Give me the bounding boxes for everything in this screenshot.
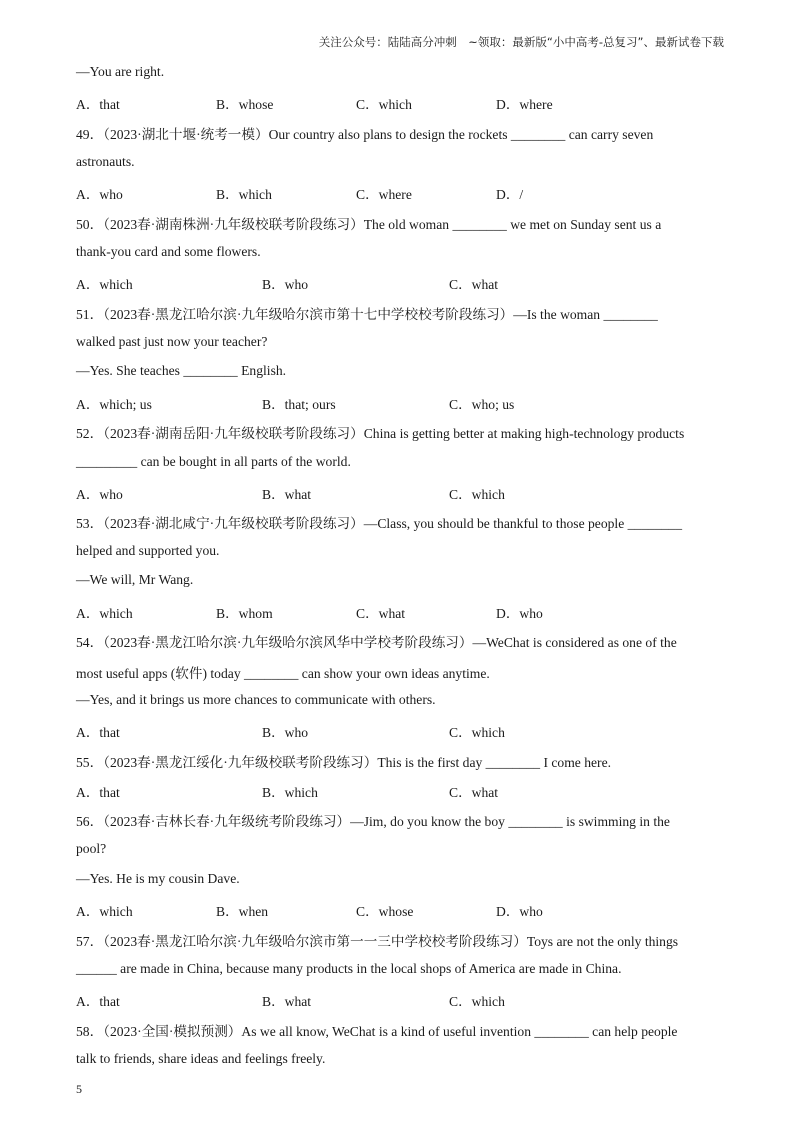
option-a: A．that <box>76 785 120 800</box>
option-c: C．which <box>356 97 412 112</box>
question-text: astronauts. <box>76 154 135 169</box>
page-header: 关注公众号：陆陆高分冲刺 ~领取：最新版“小中高考-总复习”、最新试卷下载 <box>318 35 724 49</box>
option-d: D．/ <box>496 187 524 202</box>
option-d: D．where <box>496 97 553 112</box>
dialog-line: —You are right. <box>76 64 165 79</box>
question-text: 57．（2023春·黑龙江哈尔滨·九年级哈尔滨市第一一三中学校校考阶段练习）Toys are not the only things <box>76 934 679 949</box>
option-c: C．which <box>449 487 505 502</box>
option-c: C．whose <box>356 904 414 919</box>
option-b: B．when <box>216 904 269 919</box>
option-b: B．which <box>216 187 272 202</box>
option-c: C．which <box>449 725 505 740</box>
option-b: B．whom <box>216 606 273 621</box>
option-b: B．who <box>262 725 309 740</box>
question-text: 55．（2023春·黑龙江绥化·九年级校联考阶段练习）This is the first day ________ I come here. <box>76 755 611 770</box>
question-text: 53．（2023春·湖北咸宁·九年级校联考阶段练习）—Class, you should be thankful to those people ________ <box>76 516 683 531</box>
option-c: C．what <box>449 277 499 292</box>
question-text: 56．（2023春·吉林长春·九年级统考阶段练习）—Jim, do you know the boy ________ is swimming in the <box>76 814 670 829</box>
option-c: C．who; us <box>449 397 515 412</box>
option-a: A．that <box>76 994 120 1009</box>
question-text: helped and supported you. <box>76 543 220 558</box>
option-b: B．what <box>262 487 312 502</box>
option-a: A．which; us <box>76 397 152 412</box>
option-a: A．that <box>76 725 120 740</box>
question-text: most useful apps (软件) today ________ can show your own ideas anytime. <box>76 666 490 681</box>
question-text: thank-you card and some flowers. <box>76 244 261 259</box>
option-a: A．that <box>76 97 120 112</box>
option-d: D．who <box>496 904 543 919</box>
option-b: B．whose <box>216 97 274 112</box>
question-text: 50．（2023春·湖南株洲·九年级校联考阶段练习）The old woman ________ we met on Sunday sent us a <box>76 217 662 232</box>
option-b: B．who <box>262 277 309 292</box>
option-c: C．which <box>449 994 505 1009</box>
question-text: —Yes, and it brings us more chances to communicate with others. <box>76 692 436 707</box>
option-a: A．who <box>76 487 123 502</box>
question-text: —Yes. She teaches ________ English. <box>76 363 287 378</box>
question-text: 51．（2023春·黑龙江哈尔滨·九年级哈尔滨市第十七中学校校考阶段练习）—Is the woman ________ <box>76 307 658 322</box>
option-c: C．what <box>449 785 499 800</box>
question-text: —Yes. He is my cousin Dave. <box>76 871 240 886</box>
option-b: B．that; ours <box>262 397 336 412</box>
option-a: A．which <box>76 606 133 621</box>
question-text: walked past just now your teacher? <box>76 334 268 349</box>
page-number: 5 <box>76 1082 82 1096</box>
question-text: 52．（2023春·湖南岳阳·九年级校联考阶段练习）China is getting better at making high-technology products <box>76 426 685 441</box>
option-a: A．who <box>76 187 123 202</box>
question-text: ______ are made in China, because many products in the local shops of America are made in China. <box>76 961 622 976</box>
option-d: D．who <box>496 606 543 621</box>
option-a: A．which <box>76 277 133 292</box>
question-text: talk to friends, share ideas and feelings freely. <box>76 1051 326 1066</box>
question-text: 49．（2023·湖北十堰·统考一模）Our country also plans to design the rockets ________ can carry seven <box>76 127 654 142</box>
question-text: 58．（2023·全国·模拟预测）As we all know, WeChat is a kind of useful invention ________ can help people <box>76 1024 678 1039</box>
option-c: C．where <box>356 187 412 202</box>
option-b: B．what <box>262 994 312 1009</box>
option-b: B．which <box>262 785 318 800</box>
question-text: _________ can be bought in all parts of the world. <box>76 454 351 469</box>
option-c: C．what <box>356 606 406 621</box>
question-text: —We will, Mr Wang. <box>76 572 194 587</box>
question-text: pool? <box>76 841 107 856</box>
question-text: 54．（2023春·黑龙江哈尔滨·九年级哈尔滨风华中学校考阶段练习）—WeChat is considered as one of the <box>76 635 677 650</box>
option-a: A．which <box>76 904 133 919</box>
